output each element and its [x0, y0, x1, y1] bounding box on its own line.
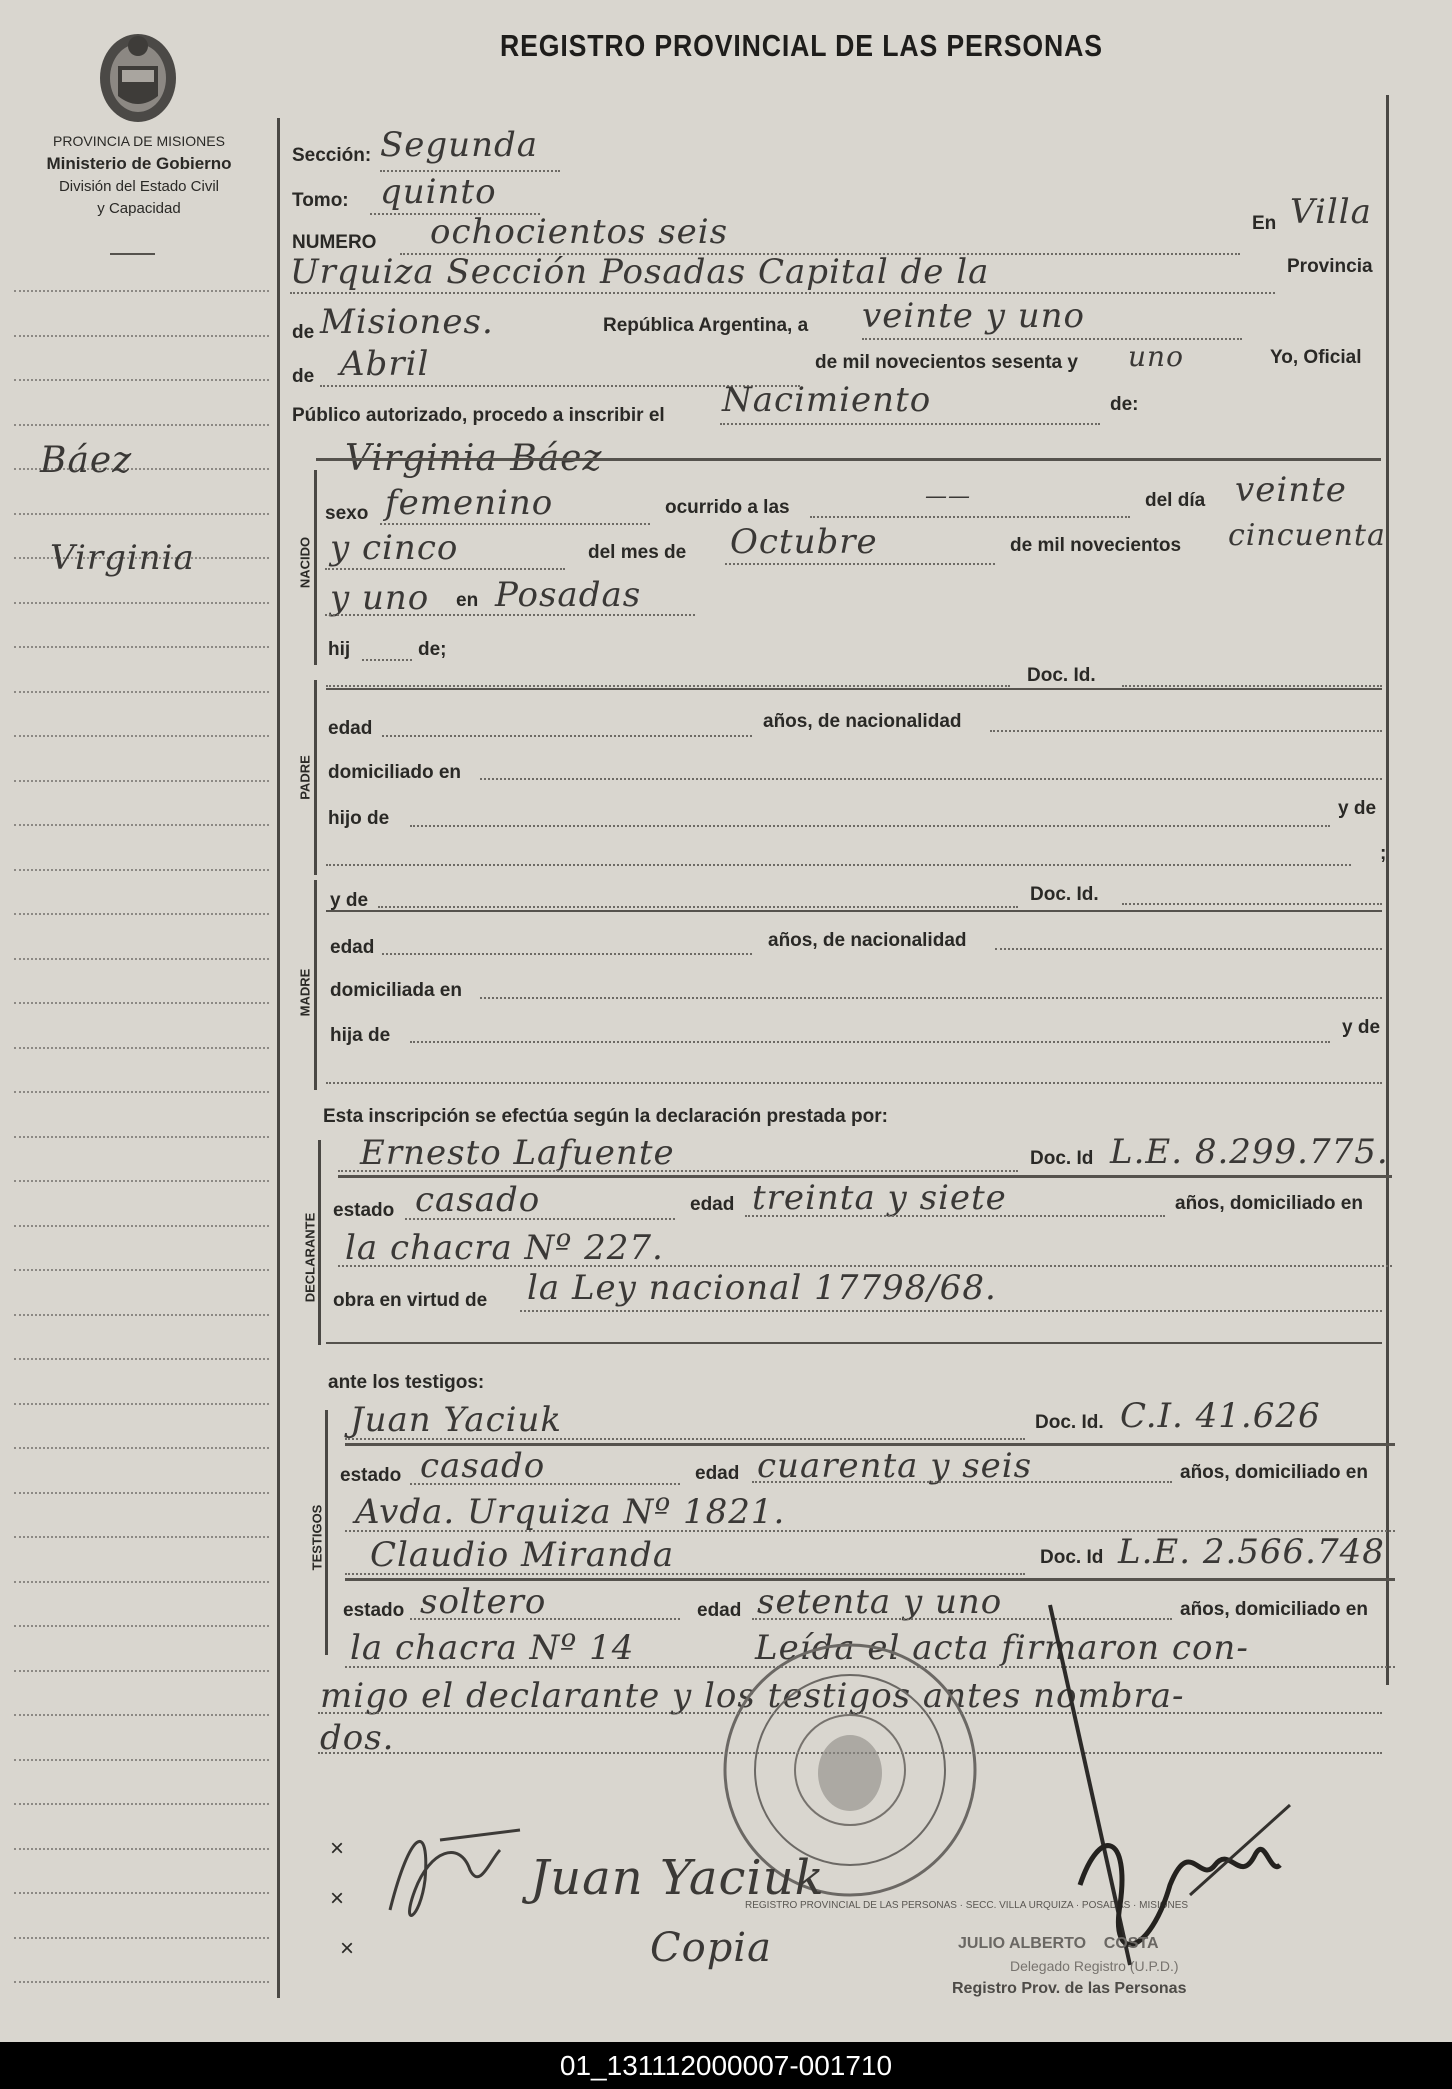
provincial-crest	[92, 26, 184, 126]
line-padre-edad	[382, 735, 752, 737]
line-hora	[810, 516, 1130, 518]
line-acto	[720, 423, 1100, 425]
field-en: Villa	[1290, 192, 1372, 232]
cierre-line1: Leída el acta firmaron con-	[755, 1628, 1249, 1668]
org-line-3: División del Estado Civil	[58, 178, 220, 195]
field-acto: Nacimiento	[722, 380, 932, 420]
label-testigo2-edad: edad	[697, 1600, 742, 1621]
margin-surname: Báez	[40, 440, 133, 481]
declarante-estado: casado	[415, 1180, 541, 1220]
testigo2-top-rule	[345, 1578, 1395, 1581]
footer-id: 01_131112000007-001710	[0, 2042, 1452, 2089]
label-testigo1-anos: años, domiciliado en	[1180, 1462, 1368, 1483]
margin-rule-line	[14, 1670, 269, 1672]
label-del-dia: del día	[1145, 490, 1206, 511]
testigo2-doc: L.E. 2.566.748	[1118, 1532, 1385, 1572]
label-madre-y-de2: y de	[1342, 1017, 1381, 1038]
label-testigo2-doc: Doc. Id	[1040, 1547, 1104, 1568]
label-numero: NUMERO	[292, 232, 377, 253]
label-declarante-anos: años, domiciliado en	[1175, 1193, 1363, 1214]
label-en: En	[1252, 213, 1277, 234]
official-signature	[1040, 1585, 1290, 1985]
margin-rule-line	[14, 424, 269, 426]
label-yo-oficial: Yo, Oficial	[1270, 347, 1362, 368]
label-madre-edad: edad	[330, 937, 375, 958]
line-testigo1-estado	[410, 1483, 680, 1485]
label-republica: República Argentina, a	[603, 315, 809, 336]
field-mes: Abril	[340, 344, 430, 384]
cierre-line2: migo el declarante y los testigos antes nombra-	[320, 1676, 1185, 1716]
line-padre-name	[326, 685, 1010, 687]
side-label-nacido: NACIDO	[297, 536, 313, 589]
field-nac-mes: Octubre	[730, 522, 878, 562]
document-title: REGISTRO PROVINCIAL DE LAS PERSONAS	[500, 28, 1103, 63]
margin-rule-line	[14, 1848, 269, 1850]
label-de-colon: de:	[1110, 394, 1139, 415]
margin-rule-line	[14, 1714, 269, 1716]
label-padre-doc: Doc. Id.	[1027, 665, 1096, 686]
official-office: Registro Prov. de las Personas	[952, 1980, 1187, 1997]
field-nac-lugar: Posadas	[495, 575, 642, 615]
label-declarante-doc: Doc. Id	[1030, 1148, 1094, 1169]
field-provincia: Misiones.	[320, 302, 494, 342]
line-nombre-top	[316, 458, 1381, 461]
margin-rule-line	[14, 1759, 269, 1761]
label-madre-doc: Doc. Id.	[1030, 884, 1099, 905]
margin-rule-line	[14, 646, 269, 648]
label-inscripcion: Esta inscripción se efectúa según la declaración prestada por:	[323, 1106, 888, 1127]
margin-rule-line	[14, 1625, 269, 1627]
side-label-declarante: DECLARANTE	[302, 1212, 318, 1303]
testigo2-domicilio: la chacra Nº 14	[350, 1628, 635, 1668]
field-seccion: Segunda	[380, 125, 539, 165]
signature-copia: Copia	[650, 1925, 772, 1971]
testigo2-edad: setenta y uno	[757, 1582, 1003, 1622]
line-declarante-dom	[338, 1265, 1392, 1267]
margin-rule-line	[14, 913, 269, 915]
label-padre-hijo: hijo de	[328, 808, 390, 829]
side-label-padre: PADRE	[297, 755, 313, 800]
padre-top-rule	[326, 688, 1382, 690]
field-sexo: femenino	[385, 483, 554, 523]
madre-bracket	[314, 880, 317, 1090]
margin-rule-line	[14, 691, 269, 693]
label-testigo1-doc: Doc. Id.	[1035, 1412, 1104, 1433]
line-testigo2-nombre	[345, 1573, 1025, 1575]
margin-rule-line	[14, 513, 269, 515]
nacido-bracket	[314, 470, 317, 665]
margin-divider	[277, 118, 280, 1998]
testigo2-nombre: Claudio Miranda	[370, 1535, 675, 1575]
margin-rule-line	[14, 1892, 269, 1894]
testigo1-estado: casado	[420, 1446, 546, 1486]
testigo1-edad: cuarenta y seis	[757, 1446, 1033, 1486]
label-ocurrido: ocurrido a las	[665, 497, 790, 518]
label-de-mil: de mil novecientos sesenta y	[815, 352, 1078, 373]
label-padre-y-de: y de	[1338, 798, 1377, 819]
line-nac-lugar	[325, 614, 695, 616]
label-padre-edad: edad	[328, 718, 373, 739]
org-underline	[110, 253, 155, 255]
line-padre-nac	[990, 730, 1382, 732]
margin-rule-line	[14, 1981, 269, 1983]
line-padre-yde	[326, 864, 1351, 866]
line-madre-edad	[382, 953, 752, 955]
line-sexo	[380, 523, 650, 525]
margin-rule-line	[14, 1180, 269, 1182]
cierre-line3: dos.	[320, 1718, 395, 1758]
mark-x-2: ×	[330, 1885, 345, 1912]
margin-rule-line	[14, 735, 269, 737]
margin-rule-line	[14, 290, 269, 292]
margin-rule-line	[14, 869, 269, 871]
line-declarante-obra	[520, 1310, 1382, 1312]
margin-rule-line	[14, 1447, 269, 1449]
declarante-nombre: Ernesto Lafuente	[360, 1133, 675, 1173]
margin-rule-line	[14, 1803, 269, 1805]
official-title: Delegado Registro (U.P.D.)	[1010, 1958, 1179, 1974]
line-padre-hijo	[410, 825, 1330, 827]
signature-yaciuk: Juan Yaciuk	[530, 1850, 825, 1906]
line-madre-nac	[995, 948, 1382, 950]
line-hij	[362, 659, 412, 661]
label-del-mes: del mes de	[588, 542, 687, 563]
line-padre-dom	[480, 778, 1382, 780]
label-declarante-estado: estado	[333, 1200, 395, 1221]
margin-rule-line	[14, 1492, 269, 1494]
line-nac-dia2	[325, 568, 565, 570]
margin-rule-line	[14, 335, 269, 337]
line-madre-yde	[326, 1082, 1382, 1084]
label-testigo1-edad: edad	[695, 1463, 740, 1484]
label-publico: Público autorizado, procedo a inscribir el	[292, 405, 665, 426]
margin-rule-line	[14, 602, 269, 604]
line-testigo2-estado	[410, 1618, 680, 1620]
margin-rule-line	[14, 1937, 269, 1939]
label-mil-nov: de mil novecientos	[1010, 535, 1182, 556]
side-label-testigos: TESTIGOS	[309, 1504, 325, 1571]
label-en-lugar: en	[456, 590, 479, 611]
declarante-doc: L.E. 8.299.775.	[1110, 1132, 1389, 1172]
margin-rule-line	[14, 1002, 269, 1004]
label-testigo2-estado: estado	[343, 1600, 405, 1621]
mark-x-3: ×	[340, 1935, 355, 1962]
label-de-mes: de	[292, 366, 315, 387]
line-lugar	[290, 292, 1275, 294]
line-nac-mes	[725, 563, 995, 565]
field-nac-dia: veinte	[1235, 470, 1347, 510]
label-sexo: sexo	[325, 503, 369, 524]
field-lugar: Urquiza Sección Posadas Capital de la	[290, 252, 990, 292]
label-hij: hij	[328, 639, 351, 660]
label-tomo: Tomo:	[292, 190, 349, 211]
label-ante-testigos: ante los testigos:	[328, 1372, 485, 1393]
margin-rule-line	[14, 824, 269, 826]
field-nac-ano2: y uno	[330, 578, 430, 618]
testigo1-nombre: Juan Yaciuk	[350, 1400, 562, 1440]
margin-rule-line	[14, 379, 269, 381]
declarante-bottom-rule	[326, 1342, 1382, 1344]
margin-given-name: Virginia	[50, 538, 195, 578]
margin-rule-line	[14, 780, 269, 782]
label-declarante-edad: edad	[690, 1194, 735, 1215]
stamp-text: REGISTRO PROVINCIAL DE LAS PERSONAS · SECC. VILLA URQUIZA · POSADAS · MISIONES	[745, 1900, 1189, 1911]
line-padre-doc	[1122, 685, 1382, 687]
declarante-signature	[370, 1810, 530, 1940]
margin-rule-line	[14, 1581, 269, 1583]
label-madre-y-de: y de	[330, 890, 369, 911]
label-de-semicolon: de;	[418, 639, 447, 660]
line-testigo1-edad	[752, 1481, 1172, 1483]
line-madre-hija	[410, 1041, 1330, 1043]
label-padre-dom: domiciliado en	[328, 762, 462, 783]
field-nac-ano: cincuenta	[1228, 518, 1386, 553]
line-testigo1-nombre	[345, 1438, 1025, 1440]
label-madre-hija: hija de	[330, 1025, 391, 1046]
field-tomo: quinto	[380, 172, 497, 212]
testigo2-estado: soltero	[420, 1582, 547, 1622]
declarante-edad: treinta y siete	[752, 1178, 1007, 1218]
testigo1-domicilio: Avda. Urquiza Nº 1821.	[355, 1492, 786, 1532]
line-madre-doc	[1122, 903, 1382, 905]
margin-rule-line	[14, 1136, 269, 1138]
testigo1-doc: C.I. 41.626	[1120, 1396, 1321, 1436]
org-line-4: y Capacidad	[97, 200, 181, 217]
label-testigo1-estado: estado	[340, 1465, 402, 1486]
field-nac-dia2: y cinco	[330, 528, 459, 568]
field-ano: uno	[1128, 340, 1184, 373]
line-dia	[862, 338, 1242, 340]
margin-rule-line	[14, 1225, 269, 1227]
margin-rule-line	[14, 1358, 269, 1360]
right-border	[1386, 95, 1389, 1685]
org-line-1: PROVINCIA DE MISIONES	[53, 133, 225, 149]
margin-rule-line	[14, 1314, 269, 1316]
margin-rule-line	[14, 1047, 269, 1049]
label-padre-nac: años, de nacionalidad	[763, 711, 962, 732]
side-label-madre: MADRE	[297, 968, 313, 1017]
label-madre-nac: años, de nacionalidad	[768, 930, 967, 951]
line-declarante-estado	[405, 1218, 675, 1220]
mark-x-1: ×	[330, 1835, 345, 1862]
field-numero: ochocientos seis	[430, 212, 729, 252]
margin-rule-line	[14, 1269, 269, 1271]
label-madre-dom: domiciliada en	[330, 980, 462, 1001]
declarante-bracket	[318, 1140, 321, 1345]
field-nombre: Virginia Báez	[345, 438, 603, 479]
line-madre-name	[378, 906, 1018, 908]
field-hora: ——	[925, 484, 971, 509]
margin-rule-line	[14, 1091, 269, 1093]
declarante-domicilio: la chacra Nº 227.	[345, 1228, 664, 1268]
margin-rule-line	[14, 1403, 269, 1405]
padre-bracket	[314, 680, 317, 875]
madre-top-rule	[326, 910, 1382, 912]
line-madre-dom	[480, 997, 1382, 999]
line-declarante-nombre	[338, 1170, 1018, 1172]
testigos-bracket	[325, 1410, 328, 1655]
org-line-2: Ministerio de Gobierno	[46, 154, 232, 173]
margin-rule-line	[14, 958, 269, 960]
official-name: JULIO ALBERTO COSTA	[958, 1935, 1159, 1952]
label-seccion: Sección:	[292, 145, 372, 166]
label-provincia: Provincia	[1287, 256, 1373, 277]
line-declarante-edad	[745, 1215, 1165, 1217]
field-dia: veinte y uno	[862, 296, 1085, 336]
label-semicolon: ;	[1380, 843, 1387, 864]
label-testigo2-anos: años, domiciliado en	[1180, 1599, 1368, 1620]
label-de: de	[292, 322, 315, 343]
label-declarante-obra: obra en virtud de	[333, 1290, 488, 1311]
declarante-obra: la Ley nacional 17798/68.	[527, 1268, 997, 1308]
margin-rule-line	[14, 1536, 269, 1538]
